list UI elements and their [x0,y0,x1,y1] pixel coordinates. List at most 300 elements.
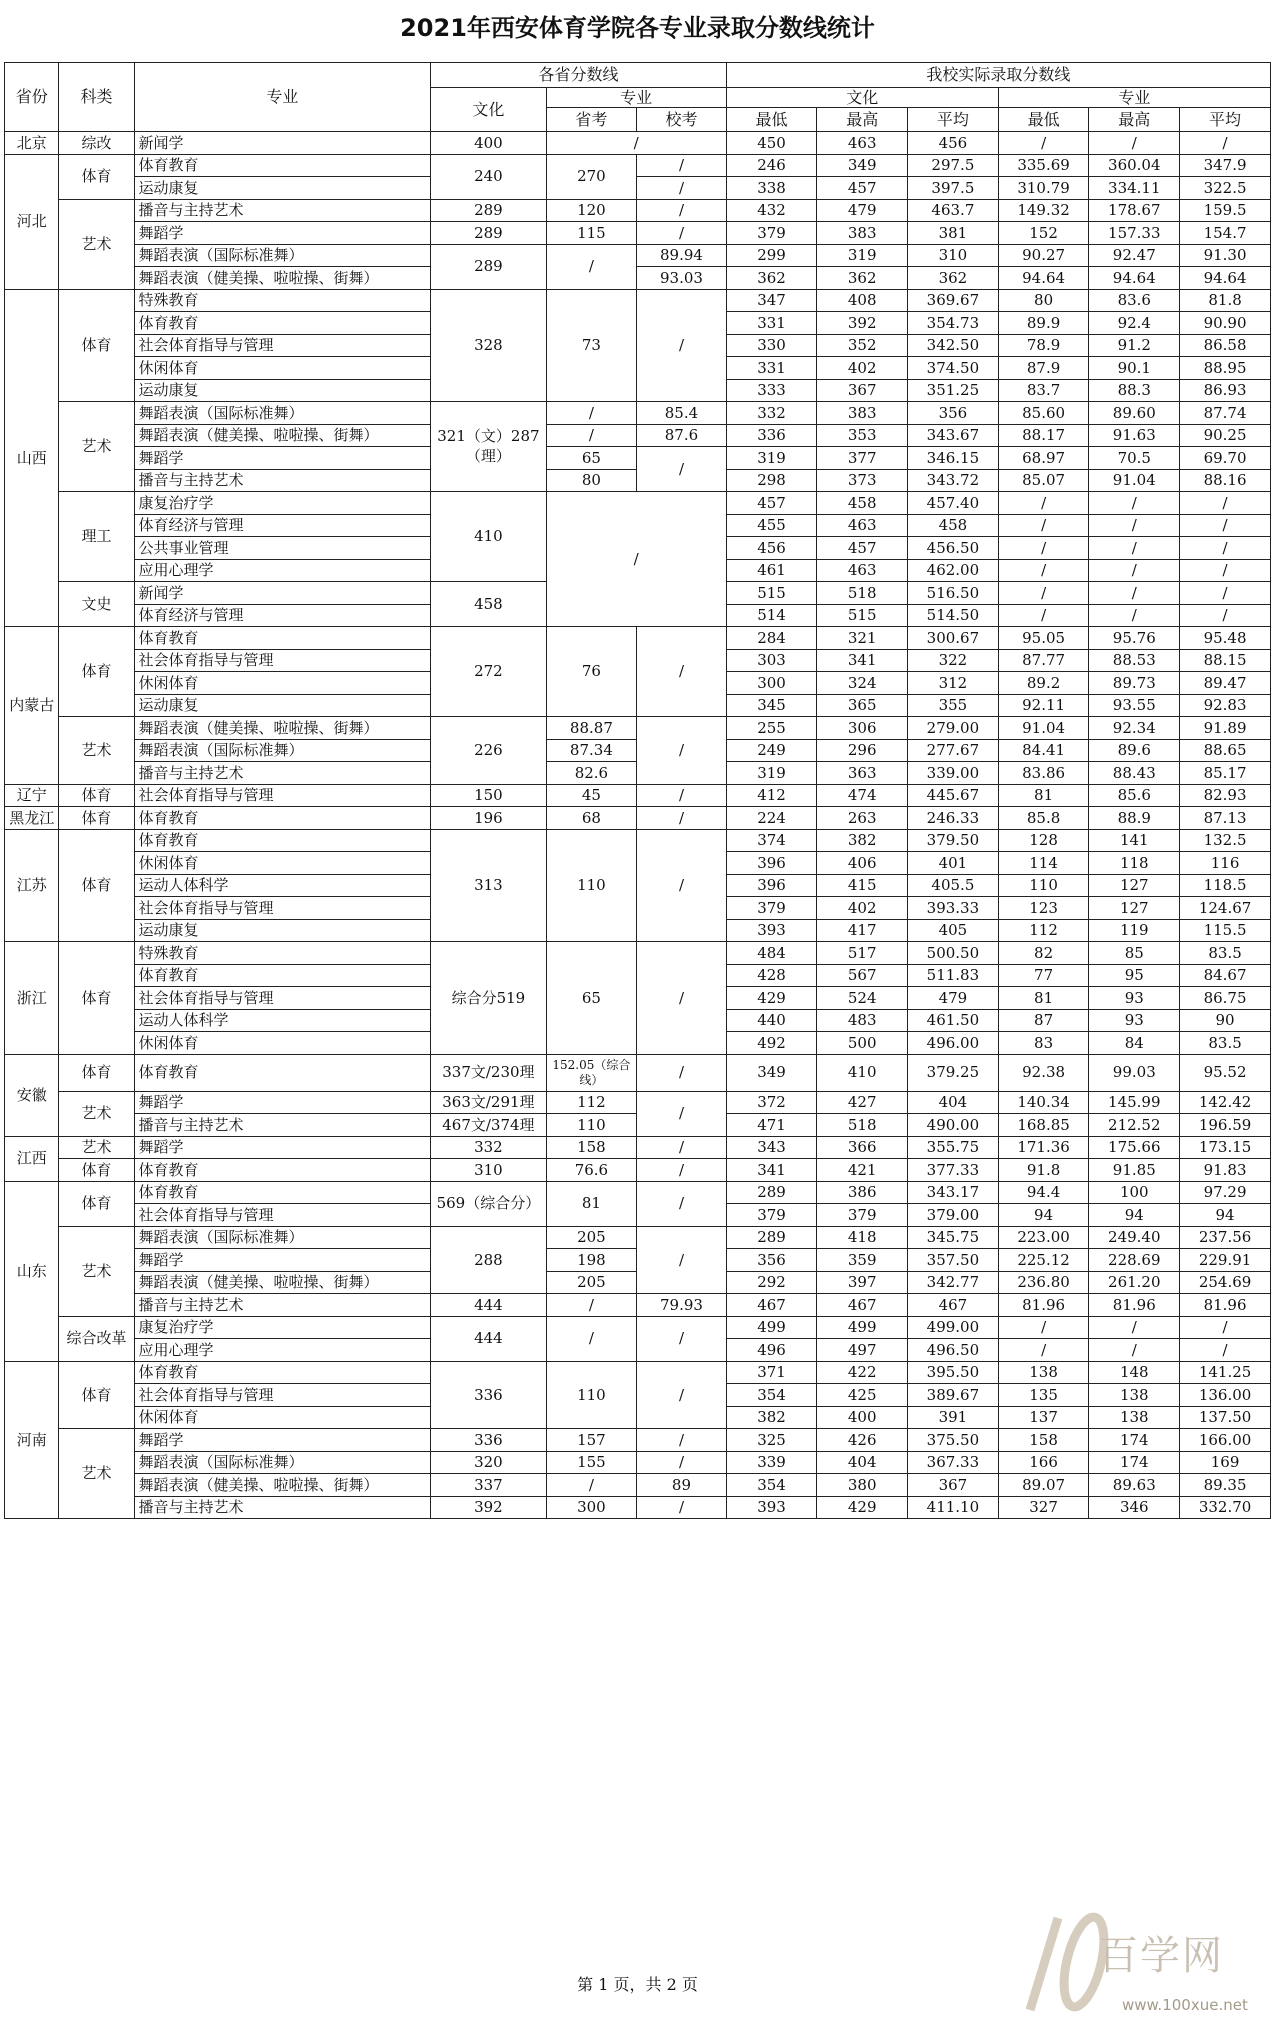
cell-culture-min: 379 [726,1204,817,1227]
cell-culture-avg: 458 [908,514,999,537]
watermark-text: 百学网 [1098,1933,1224,1979]
cell-culture-max: 421 [817,1159,908,1182]
cell-specialty-max: 92.34 [1089,717,1180,740]
cell-prov-exam: 80 [546,469,637,492]
cell-specialty-max: 89.73 [1089,672,1180,695]
cell-category: 体育 [59,1181,134,1226]
cell-specialty-avg: 95.48 [1180,627,1271,650]
cell-school-exam: / [637,1159,726,1182]
cell-culture-max: 352 [817,334,908,357]
cell-culture-max: 386 [817,1181,908,1204]
cell-category: 艺术 [59,1136,134,1159]
cell-culture-avg: 300.67 [908,627,999,650]
cell-major: 休闲体育 [134,672,431,695]
cell-specialty-max: / [1089,537,1180,560]
cell-prov-exam: 198 [546,1249,637,1272]
cell-major: 运动康复 [134,694,431,717]
cell-specialty-avg: 91.89 [1180,717,1271,740]
cell-culture-avg: 496.50 [908,1339,999,1362]
cell-culture-min: 319 [726,447,817,470]
cell-culture-min: 341 [726,1159,817,1182]
cell-culture-max: 380 [817,1474,908,1497]
cell-culture-min: 457 [726,492,817,515]
cell-prov-exam: 45 [546,784,637,807]
cell-specialty-min: 91.8 [998,1159,1089,1182]
cell-prov-exam: 65 [546,942,637,1055]
cell-major: 特殊教育 [134,289,431,312]
cell-culture-max: 518 [817,582,908,605]
cell-school-exam: / [637,1361,726,1429]
cell-culture-avg: 375.50 [908,1429,999,1452]
cell-category: 体育 [59,807,134,830]
cell-specialty-max: / [1089,582,1180,605]
cell-specialty-max: 261.20 [1089,1271,1180,1294]
cell-culture-avg: 463.7 [908,199,999,222]
cell-culture-avg: 395.50 [908,1361,999,1384]
cell-specialty-max: 91.2 [1089,334,1180,357]
cell-culture-line: 310 [431,1159,546,1182]
cell-culture-min: 471 [726,1114,817,1137]
cell-major: 舞蹈学 [134,222,431,245]
cell-major: 社会体育指导与管理 [134,987,431,1010]
cell-major: 体育经济与管理 [134,514,431,537]
cell-culture-max: 362 [817,267,908,290]
cell-school-exam: / [637,1429,726,1452]
cell-prov-exam: / [546,1316,637,1361]
cell-prov-exam: 76 [546,627,637,717]
cell-culture-avg: 351.25 [908,379,999,402]
cell-culture-avg: 496.00 [908,1032,999,1055]
cell-specialty-max: 157.33 [1089,222,1180,245]
cell-culture-max: 463 [817,132,908,155]
cell-category: 综改 [59,132,134,155]
cell-culture-avg: 511.83 [908,964,999,987]
cell-culture-max: 319 [817,244,908,267]
cell-major: 体育教育 [134,807,431,830]
cell-specialty-min: 149.32 [998,199,1089,222]
cell-prov-exam: 82.6 [546,762,637,785]
cell-specialty-max: 145.99 [1089,1091,1180,1114]
cell-prov-exam: 112 [546,1091,637,1114]
cell-major: 体育教育 [134,1159,431,1182]
cell-specialty-max: / [1089,1339,1180,1362]
cell-culture-min: 412 [726,784,817,807]
cell-culture-avg: 461.50 [908,1009,999,1032]
cell-culture-avg: 381 [908,222,999,245]
cell-category: 艺术 [59,402,134,492]
cell-specialty-min: 94 [998,1204,1089,1227]
cell-culture-line: 150 [431,784,546,807]
cell-culture-max: 524 [817,987,908,1010]
header-category: 科类 [59,63,134,132]
admission-score-table [4,62,1271,1519]
cell-specialty-max: 85.6 [1089,784,1180,807]
cell-specialty-min: 138 [998,1361,1089,1384]
cell-major: 运动人体科学 [134,874,431,897]
cell-culture-min: 249 [726,739,817,762]
cell-culture-line: 272 [431,627,546,717]
cell-culture-min: 349 [726,1054,817,1091]
cell-culture-max: 397 [817,1271,908,1294]
table-row [5,492,1271,515]
cell-specialty-avg: 69.70 [1180,447,1271,470]
cell-prov-exam: / [546,244,637,289]
cell-specialty-avg: 322.5 [1180,177,1271,200]
cell-category: 艺术 [59,1091,134,1136]
cell-culture-min: 455 [726,514,817,537]
cell-culture-min: 338 [726,177,817,200]
cell-major: 舞蹈表演（健美操、啦啦操、街舞） [134,1474,431,1497]
cell-prov-exam: 300 [546,1496,637,1519]
cell-major: 公共事业管理 [134,537,431,560]
cell-culture-line: 289 [431,222,546,245]
cell-major: 运动康复 [134,177,431,200]
cell-specialty-min: / [998,582,1089,605]
cell-major: 舞蹈表演（健美操、啦啦操、街舞） [134,717,431,740]
cell-prov-exam: 120 [546,199,637,222]
cell-culture-min: 396 [726,874,817,897]
cell-culture-line: 196 [431,807,546,830]
cell-prov-exam: 115 [546,222,637,245]
cell-school-exam: / [637,717,726,785]
cell-province: 河北 [5,154,59,289]
cell-specialty-max: / [1089,514,1180,537]
cell-major: 社会体育指导与管理 [134,784,431,807]
cell-culture-avg: 277.67 [908,739,999,762]
cell-culture-line: 综合分519 [431,942,546,1055]
cell-specialty-avg: 118.5 [1180,874,1271,897]
cell-major: 舞蹈表演（国际标准舞） [134,739,431,762]
cell-province: 河南 [5,1361,59,1519]
cell-specialty-min: 225.12 [998,1249,1089,1272]
cell-province: 安徽 [5,1054,59,1136]
header-specialty: 专业 [546,88,726,108]
cell-culture-avg: 499.00 [908,1316,999,1339]
page-footer: 第 1 页，共 2 页 [577,1975,698,1994]
cell-prov-exam: 110 [546,1114,637,1137]
cell-culture-min: 289 [726,1181,817,1204]
cell-culture-max: 400 [817,1406,908,1429]
cell-culture-line: 328 [431,289,546,402]
cell-major: 播音与主持艺术 [134,199,431,222]
cell-specialty-max: 141 [1089,829,1180,852]
cell-specialty-min: 327 [998,1496,1089,1519]
cell-prov-exam: 73 [546,289,637,402]
cell-specialty-max: 90.1 [1089,357,1180,380]
cell-specialty-max: / [1089,132,1180,155]
header-specialty-min: 最低 [998,108,1089,132]
cell-major: 新闻学 [134,582,431,605]
cell-culture-avg: 500.50 [908,942,999,965]
cell-culture-avg: 297.5 [908,154,999,177]
cell-culture-min: 362 [726,267,817,290]
cell-culture-max: 425 [817,1384,908,1407]
cell-specialty-min: 91.04 [998,717,1089,740]
cell-specialty-min: 152 [998,222,1089,245]
cell-specialty-avg: 141.25 [1180,1361,1271,1384]
cell-culture-avg: 346.15 [908,447,999,470]
cell-school-exam: / [637,199,726,222]
cell-specialty-min: 81 [998,987,1089,1010]
cell-specialty-min: 168.85 [998,1114,1089,1137]
cell-category: 体育 [59,289,134,402]
table-row [5,244,1271,267]
cell-specialty-max: 93 [1089,1009,1180,1032]
cell-specialty-min: 82 [998,942,1089,965]
cell-specialty-max: 178.67 [1089,199,1180,222]
cell-prov-exam: 110 [546,1361,637,1429]
cell-specialty-avg: 92.83 [1180,694,1271,717]
table-row [5,267,1271,290]
cell-culture-avg: 342.50 [908,334,999,357]
cell-specialty-max: 88.53 [1089,649,1180,672]
cell-province: 江苏 [5,829,59,942]
table-row [5,807,1271,830]
table-row [5,1136,1271,1159]
cell-culture-line: 392 [431,1496,546,1519]
cell-prov-exam: 65 [546,447,637,470]
cell-specialty-avg: 332.70 [1180,1496,1271,1519]
table-row [5,942,1271,965]
cell-specialty-min: 236.80 [998,1271,1089,1294]
table-row [5,402,1271,425]
cell-school-exam: / [637,289,726,402]
cell-major: 康复治疗学 [134,492,431,515]
cell-prov-exam: 76.6 [546,1159,637,1182]
cell-culture-line: 313 [431,829,546,942]
cell-specialty-avg: 116 [1180,852,1271,875]
cell-province: 浙江 [5,942,59,1055]
cell-school-exam: / [637,154,726,177]
cell-culture-min: 345 [726,694,817,717]
cell-major: 特殊教育 [134,942,431,965]
cell-culture-avg: 379.25 [908,1054,999,1091]
cell-prov-exam: 155 [546,1451,637,1474]
cell-specialty-avg: 124.67 [1180,897,1271,920]
cell-school-exam: / [637,1316,726,1361]
cell-culture-min: 292 [726,1271,817,1294]
cell-culture-avg: 393.33 [908,897,999,920]
cell-culture-avg: 362 [908,267,999,290]
cell-culture-avg: 356 [908,402,999,425]
cell-culture-line: 444 [431,1294,546,1317]
cell-category: 体育 [59,154,134,199]
cell-province: 内蒙古 [5,627,59,785]
cell-major: 播音与主持艺术 [134,469,431,492]
table-row [5,1054,1271,1091]
cell-specialty-avg: 87.74 [1180,402,1271,425]
header-actual-line: 我校实际录取分数线 [726,63,1270,88]
table-row [5,1091,1271,1114]
cell-culture-max: 457 [817,537,908,560]
cell-school-exam: 89 [637,1474,726,1497]
cell-culture-min: 515 [726,582,817,605]
cell-specialty-min: 112 [998,919,1089,942]
cell-specialty-avg: 229.91 [1180,1249,1271,1272]
cell-specialty-max: 88.9 [1089,807,1180,830]
cell-category: 体育 [59,627,134,717]
cell-culture-max: 353 [817,424,908,447]
cell-culture-avg: 456 [908,132,999,155]
cell-specialty-max: 100 [1089,1181,1180,1204]
cell-specialty-min: 171.36 [998,1136,1089,1159]
cell-culture-line: 337 [431,1474,546,1497]
cell-major: 社会体育指导与管理 [134,1384,431,1407]
cell-major: 舞蹈表演（国际标准舞） [134,1226,431,1249]
cell-school-exam: 89.94 [637,244,726,267]
cell-culture-line: 321（文）287（理） [431,402,546,492]
cell-specialty-avg: / [1180,1339,1271,1362]
cell-specialty-max: 138 [1089,1384,1180,1407]
cell-major: 休闲体育 [134,357,431,380]
cell-major: 播音与主持艺术 [134,762,431,785]
cell-culture-max: 422 [817,1361,908,1384]
cell-culture-min: 299 [726,244,817,267]
cell-specialty-min: / [998,1339,1089,1362]
cell-major: 体育教育 [134,627,431,650]
cell-culture-avg: 345.75 [908,1226,999,1249]
cell-specialty-min: / [998,514,1089,537]
cell-culture-min: 354 [726,1474,817,1497]
cell-specialty-avg: 94 [1180,1204,1271,1227]
cell-culture-line: 467文/374理 [431,1114,546,1137]
cell-specialty-min: 114 [998,852,1089,875]
cell-specialty-min: / [998,604,1089,627]
page-title: 2021年西安体育学院各专业录取分数线统计 [400,14,875,42]
cell-specialty-avg: 254.69 [1180,1271,1271,1294]
cell-culture-min: 379 [726,222,817,245]
cell-major: 舞蹈表演（健美操、啦啦操、街舞） [134,267,431,290]
cell-culture-max: 515 [817,604,908,627]
cell-major: 体育经济与管理 [134,604,431,627]
cell-culture-max: 383 [817,402,908,425]
cell-category: 艺术 [59,1226,134,1316]
cell-specialty-min: 85.8 [998,807,1089,830]
cell-culture-avg: 310 [908,244,999,267]
cell-specialty-min: 85.07 [998,469,1089,492]
cell-major: 体育教育 [134,829,431,852]
cell-major: 运动人体科学 [134,1009,431,1032]
cell-culture-line: 458 [431,582,546,627]
cell-major: 体育教育 [134,964,431,987]
cell-prov-exam: / [546,492,726,627]
cell-prov-exam: / [546,1294,637,1317]
cell-culture-max: 349 [817,154,908,177]
table-row [5,829,1271,852]
table-row [5,132,1271,155]
table-row [5,1496,1271,1519]
cell-culture-max: 518 [817,1114,908,1137]
cell-culture-avg: 389.67 [908,1384,999,1407]
cell-category: 文史 [59,582,134,627]
cell-specialty-min: / [998,492,1089,515]
cell-specialty-avg: 82.93 [1180,784,1271,807]
cell-culture-min: 339 [726,1451,817,1474]
cell-province: 山东 [5,1181,59,1361]
cell-major: 舞蹈表演（国际标准舞） [134,402,431,425]
cell-culture-min: 303 [726,649,817,672]
cell-major: 舞蹈表演（健美操、啦啦操、街舞） [134,1271,431,1294]
cell-specialty-avg: 90.90 [1180,312,1271,335]
cell-major: 社会体育指导与管理 [134,649,431,672]
cell-specialty-min: 158 [998,1429,1089,1452]
cell-culture-min: 325 [726,1429,817,1452]
cell-major: 体育教育 [134,1361,431,1384]
cell-school-exam: / [637,222,726,245]
cell-specialty-avg: / [1180,492,1271,515]
cell-specialty-min: 128 [998,829,1089,852]
cell-culture-max: 373 [817,469,908,492]
cell-culture-max: 415 [817,874,908,897]
cell-culture-avg: 404 [908,1091,999,1114]
cell-specialty-avg: 86.93 [1180,379,1271,402]
cell-culture-avg: 467 [908,1294,999,1317]
cell-culture-min: 298 [726,469,817,492]
cell-culture-avg: 379.00 [908,1204,999,1227]
cell-culture-avg: 377.33 [908,1159,999,1182]
cell-province: 江西 [5,1136,59,1181]
cell-culture-line: 444 [431,1316,546,1361]
cell-culture-line: 337文/230理 [431,1054,546,1091]
cell-specialty-min: 89.2 [998,672,1089,695]
cell-specialty-avg: 136.00 [1180,1384,1271,1407]
cell-specialty-min: 92.11 [998,694,1089,717]
cell-culture-min: 432 [726,199,817,222]
cell-specialty-min: 310.79 [998,177,1089,200]
cell-specialty-avg: 169 [1180,1451,1271,1474]
cell-specialty-avg: 81.96 [1180,1294,1271,1317]
cell-culture-max: 408 [817,289,908,312]
table-row [5,289,1271,312]
cell-culture-max: 479 [817,199,908,222]
cell-school-exam: / [637,177,726,200]
cell-culture-max: 499 [817,1316,908,1339]
cell-specialty-max: / [1089,604,1180,627]
cell-culture-avg: 355.75 [908,1136,999,1159]
cell-major: 体育教育 [134,312,431,335]
cell-culture-avg: 456.50 [908,537,999,560]
cell-specialty-max: 148 [1089,1361,1180,1384]
cell-specialty-avg: / [1180,559,1271,582]
cell-specialty-avg: 154.7 [1180,222,1271,245]
cell-culture-min: 461 [726,559,817,582]
cell-prov-exam: 68 [546,807,637,830]
cell-culture-min: 440 [726,1009,817,1032]
cell-culture-max: 457 [817,177,908,200]
cell-specialty-max: 95 [1089,964,1180,987]
cell-school-exam: 93.03 [637,267,726,290]
cell-culture-max: 418 [817,1226,908,1249]
cell-specialty-min: 92.38 [998,1054,1089,1091]
cell-prov-exam: 88.87 [546,717,637,740]
cell-specialty-max: 228.69 [1089,1249,1180,1272]
cell-culture-min: 374 [726,829,817,852]
header-provincial-line: 各省分数线 [431,63,726,88]
cell-major: 社会体育指导与管理 [134,1204,431,1227]
cell-specialty-avg: 83.5 [1180,1032,1271,1055]
cell-specialty-max: 70.5 [1089,447,1180,470]
cell-prov-exam: 87.34 [546,739,637,762]
cell-specialty-max: 89.6 [1089,739,1180,762]
cell-specialty-min: / [998,559,1089,582]
cell-specialty-avg: 86.58 [1180,334,1271,357]
cell-culture-min: 331 [726,357,817,380]
cell-culture-avg: 516.50 [908,582,999,605]
cell-culture-line: 400 [431,132,546,155]
cell-culture-line: 226 [431,717,546,785]
cell-school-exam: 85.4 [637,402,726,425]
cell-specialty-avg: / [1180,514,1271,537]
